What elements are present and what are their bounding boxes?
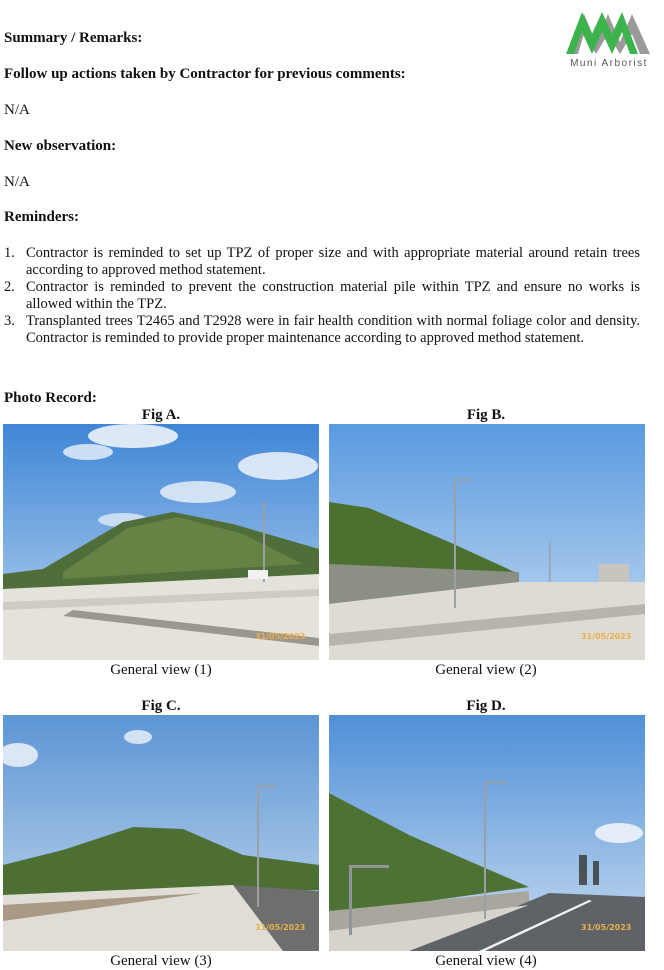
fig-c-caption: General view (3)	[110, 953, 212, 969]
logo-mark-icon	[556, 4, 662, 58]
list-item-number: 3.	[4, 313, 15, 329]
muni-arborist-logo	[556, 4, 662, 72]
list-item-number: 1.	[4, 245, 15, 261]
followup-heading: Follow up actions taken by Contractor for previous comments:	[4, 66, 406, 82]
fig-a-caption: General view (1)	[110, 662, 212, 678]
list-item-text: Contractor is reminded to prevent the construction material pile within TPZ and ensure no works is allowed within the TPZ.	[26, 279, 640, 312]
list-item	[4, 313, 640, 347]
reminders-list	[4, 245, 640, 347]
list-item	[4, 279, 640, 313]
date-stamp: 31/05/2023	[581, 923, 632, 932]
fig-c-title: Fig C.	[141, 698, 181, 714]
fig-d-title: Fig D.	[466, 698, 506, 714]
summary-heading: Summary / Remarks:	[4, 30, 143, 46]
logo-brand-text: Muni Arborist	[570, 58, 648, 69]
fig-a-title: Fig A.	[141, 407, 181, 423]
observation-text: N/A	[4, 174, 30, 190]
fig-b-caption: General view (2)	[435, 662, 537, 678]
list-item-text: Transplanted trees T2465 and T2928 were in fair health condition with normal foliage color and density. Contractor is reminded to provide proper maintenance according to approved method statement.	[26, 313, 640, 346]
photo-record-heading: Photo Record:	[4, 390, 97, 406]
fig-b-title: Fig B.	[466, 407, 506, 423]
date-stamp: 31/05/2023	[581, 632, 632, 641]
reminders-heading: Reminders:	[4, 209, 79, 225]
followup-text: N/A	[4, 102, 30, 118]
fig-a-photo	[3, 424, 319, 660]
list-item	[4, 245, 640, 279]
date-stamp: 31/05/2023	[255, 923, 306, 932]
fig-d-photo	[329, 715, 645, 951]
observation-heading: New observation:	[4, 138, 117, 154]
list-item-text: Contractor is reminded to set up TPZ of proper size and with appropriate material around retain trees according to approved method statement.	[26, 245, 640, 278]
fig-d-caption: General view (4)	[435, 953, 537, 969]
fig-b-photo	[329, 424, 645, 660]
date-stamp: 31/05/2023	[255, 632, 306, 641]
fig-c-photo	[3, 715, 319, 951]
list-item-number: 2.	[4, 279, 15, 295]
